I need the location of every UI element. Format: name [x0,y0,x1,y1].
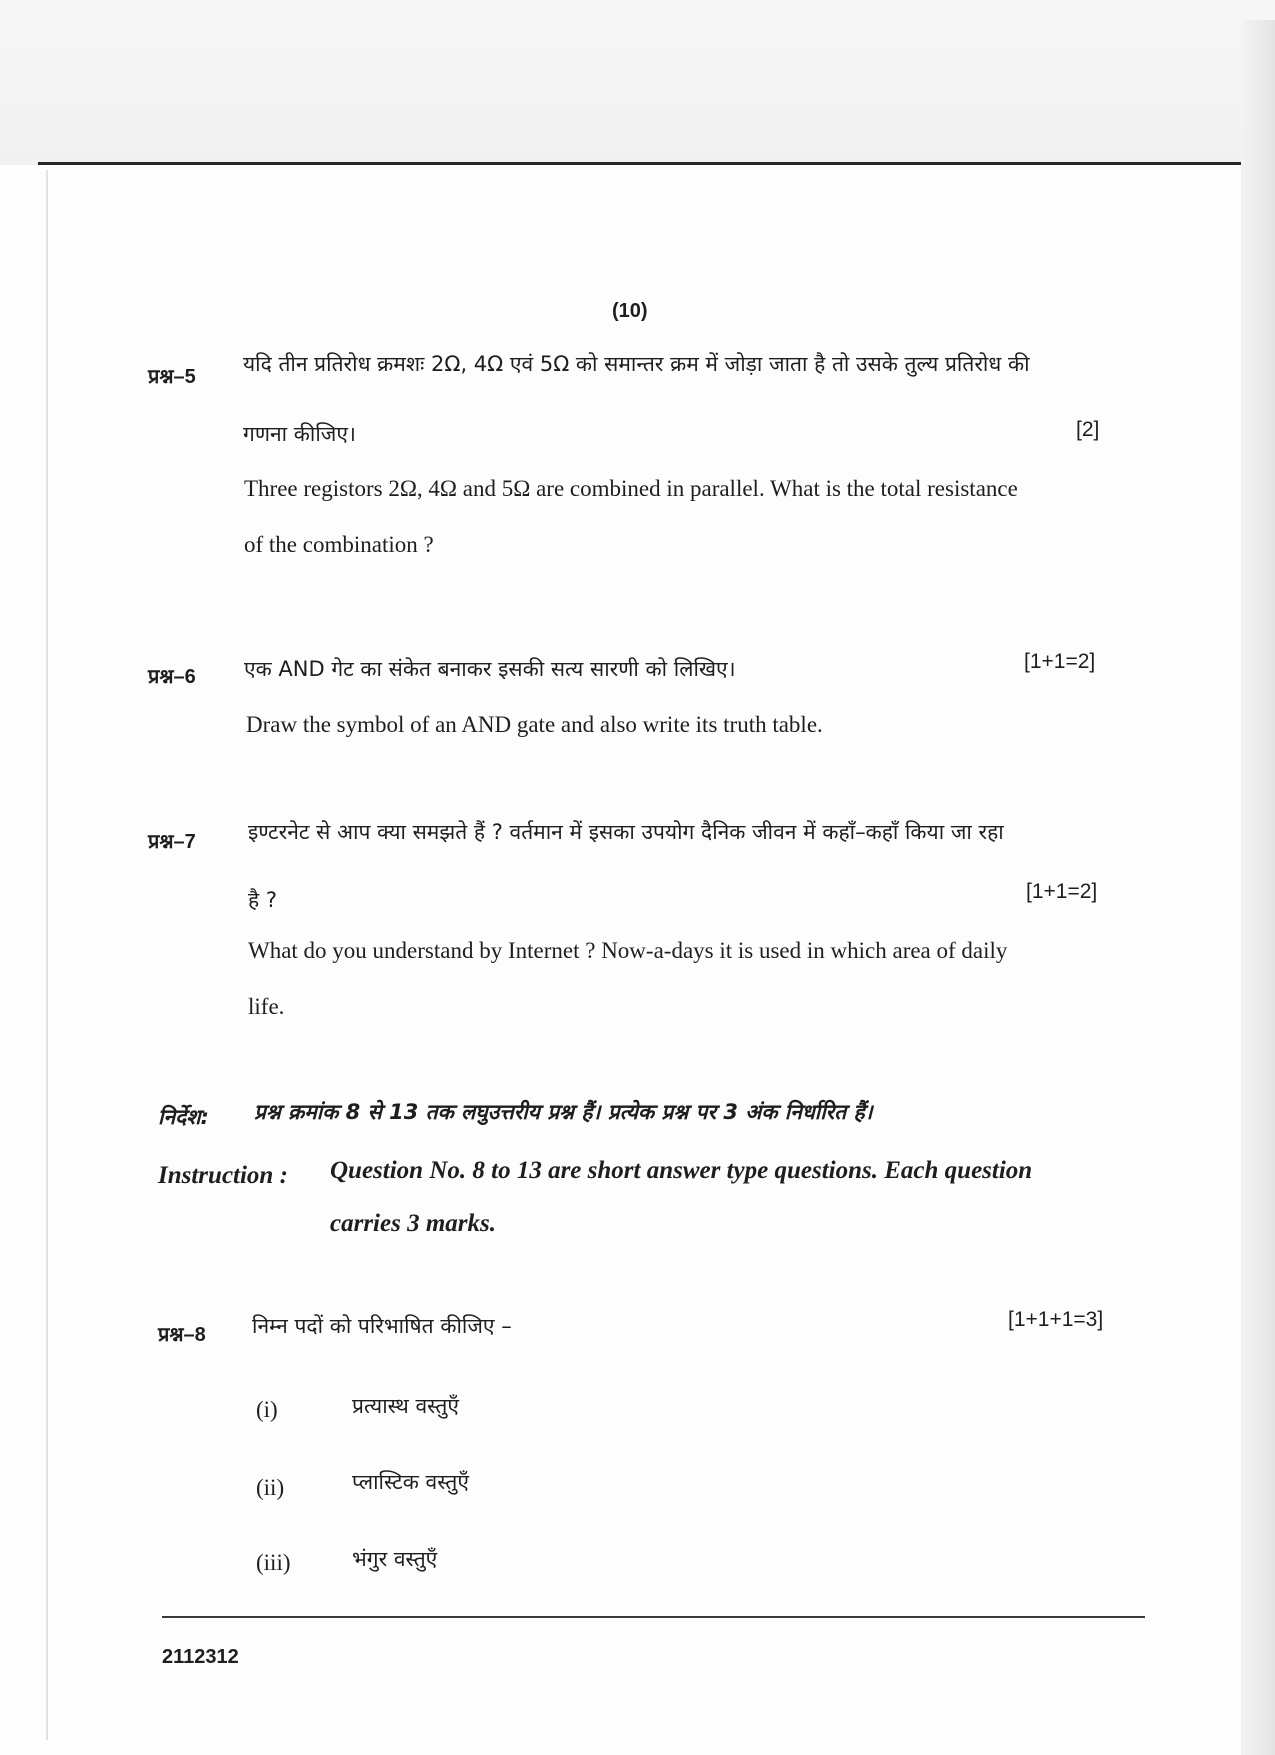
q6-label: प्रश्न–6 [148,666,196,688]
q8-item-num: (ii) [256,1475,285,1500]
page-number: (10) [612,300,648,322]
page-top-edge [38,162,1275,165]
q6-marks: [1+1=2] [1024,650,1096,673]
instruction-english-label: Instruction : [158,1162,288,1189]
q8-item-text: प्लास्टिक वस्तुएँ [352,1470,469,1494]
q6-hindi: एक AND गेट का संकेत बनाकर इसकी सत्य सारणी को लिखिए। [244,657,736,681]
q8-item-text: भंगुर वस्तुएँ [352,1547,438,1571]
q7-hindi-line2: है ? [248,888,277,912]
q7-label: प्रश्न–7 [148,831,196,853]
page-right-edge [1241,20,1275,1755]
q7-english-line2: life. [248,994,285,1019]
q8-label: प्रश्न–8 [158,1324,206,1346]
q5-english-line2: of the combination ? [244,532,434,557]
q8-hindi: निम्न पदों को परिभाषित कीजिए – [252,1314,512,1338]
paper-code: 2112312 [162,1646,239,1668]
instruction-english-line2: carries 3 marks. [330,1210,496,1237]
q8-marks: [1+1+1=3] [1008,1308,1104,1331]
q7-english-line1: What do you understand by Internet ? Now-a-days it is used in which area of daily [248,938,1008,963]
instruction-hindi-label: निर्देश: [158,1105,209,1129]
q7-hindi-line1: इण्टरनेट से आप क्या समझते हैं ? वर्तमान में इसका उपयोग दैनिक जीवन में कहाँ–कहाँ किया जा रहा [248,820,1004,844]
instruction-hindi-text: प्रश्न क्रमांक 8 से 13 तक लघुउत्तरीय प्रश्न हैं। प्रत्येक प्रश्न पर 3 अंक निर्धारित हैं। [254,1100,873,1124]
page-left-edge [46,170,48,1740]
q5-label: प्रश्न–5 [148,366,196,388]
q5-marks: [2] [1076,418,1100,441]
q8-item-text: प्रत्यास्थ वस्तुएँ [352,1394,459,1418]
q5-english-line1: Three registors 2Ω, 4Ω and 5Ω are combined in parallel. What is the total resistance [244,476,1018,501]
q6-english: Draw the symbol of an AND gate and also write its truth table. [246,712,823,737]
background-sheet [0,0,1275,165]
q7-marks: [1+1=2] [1026,880,1098,903]
footer-rule [162,1616,1145,1618]
instruction-english-line1: Question No. 8 to 13 are short answer type questions. Each question [330,1157,1033,1184]
q5-hindi-line2: गणना कीजिए। [243,422,356,446]
q8-item-num: (i) [256,1397,278,1422]
q8-item-num: (iii) [256,1550,291,1575]
q5-hindi-line1: यदि तीन प्रतिरोध क्रमशः 2Ω, 4Ω एवं 5Ω को समान्तर क्रम में जोड़ा जाता है तो उसके तुल्य प्रतिरोध की [243,352,1030,376]
